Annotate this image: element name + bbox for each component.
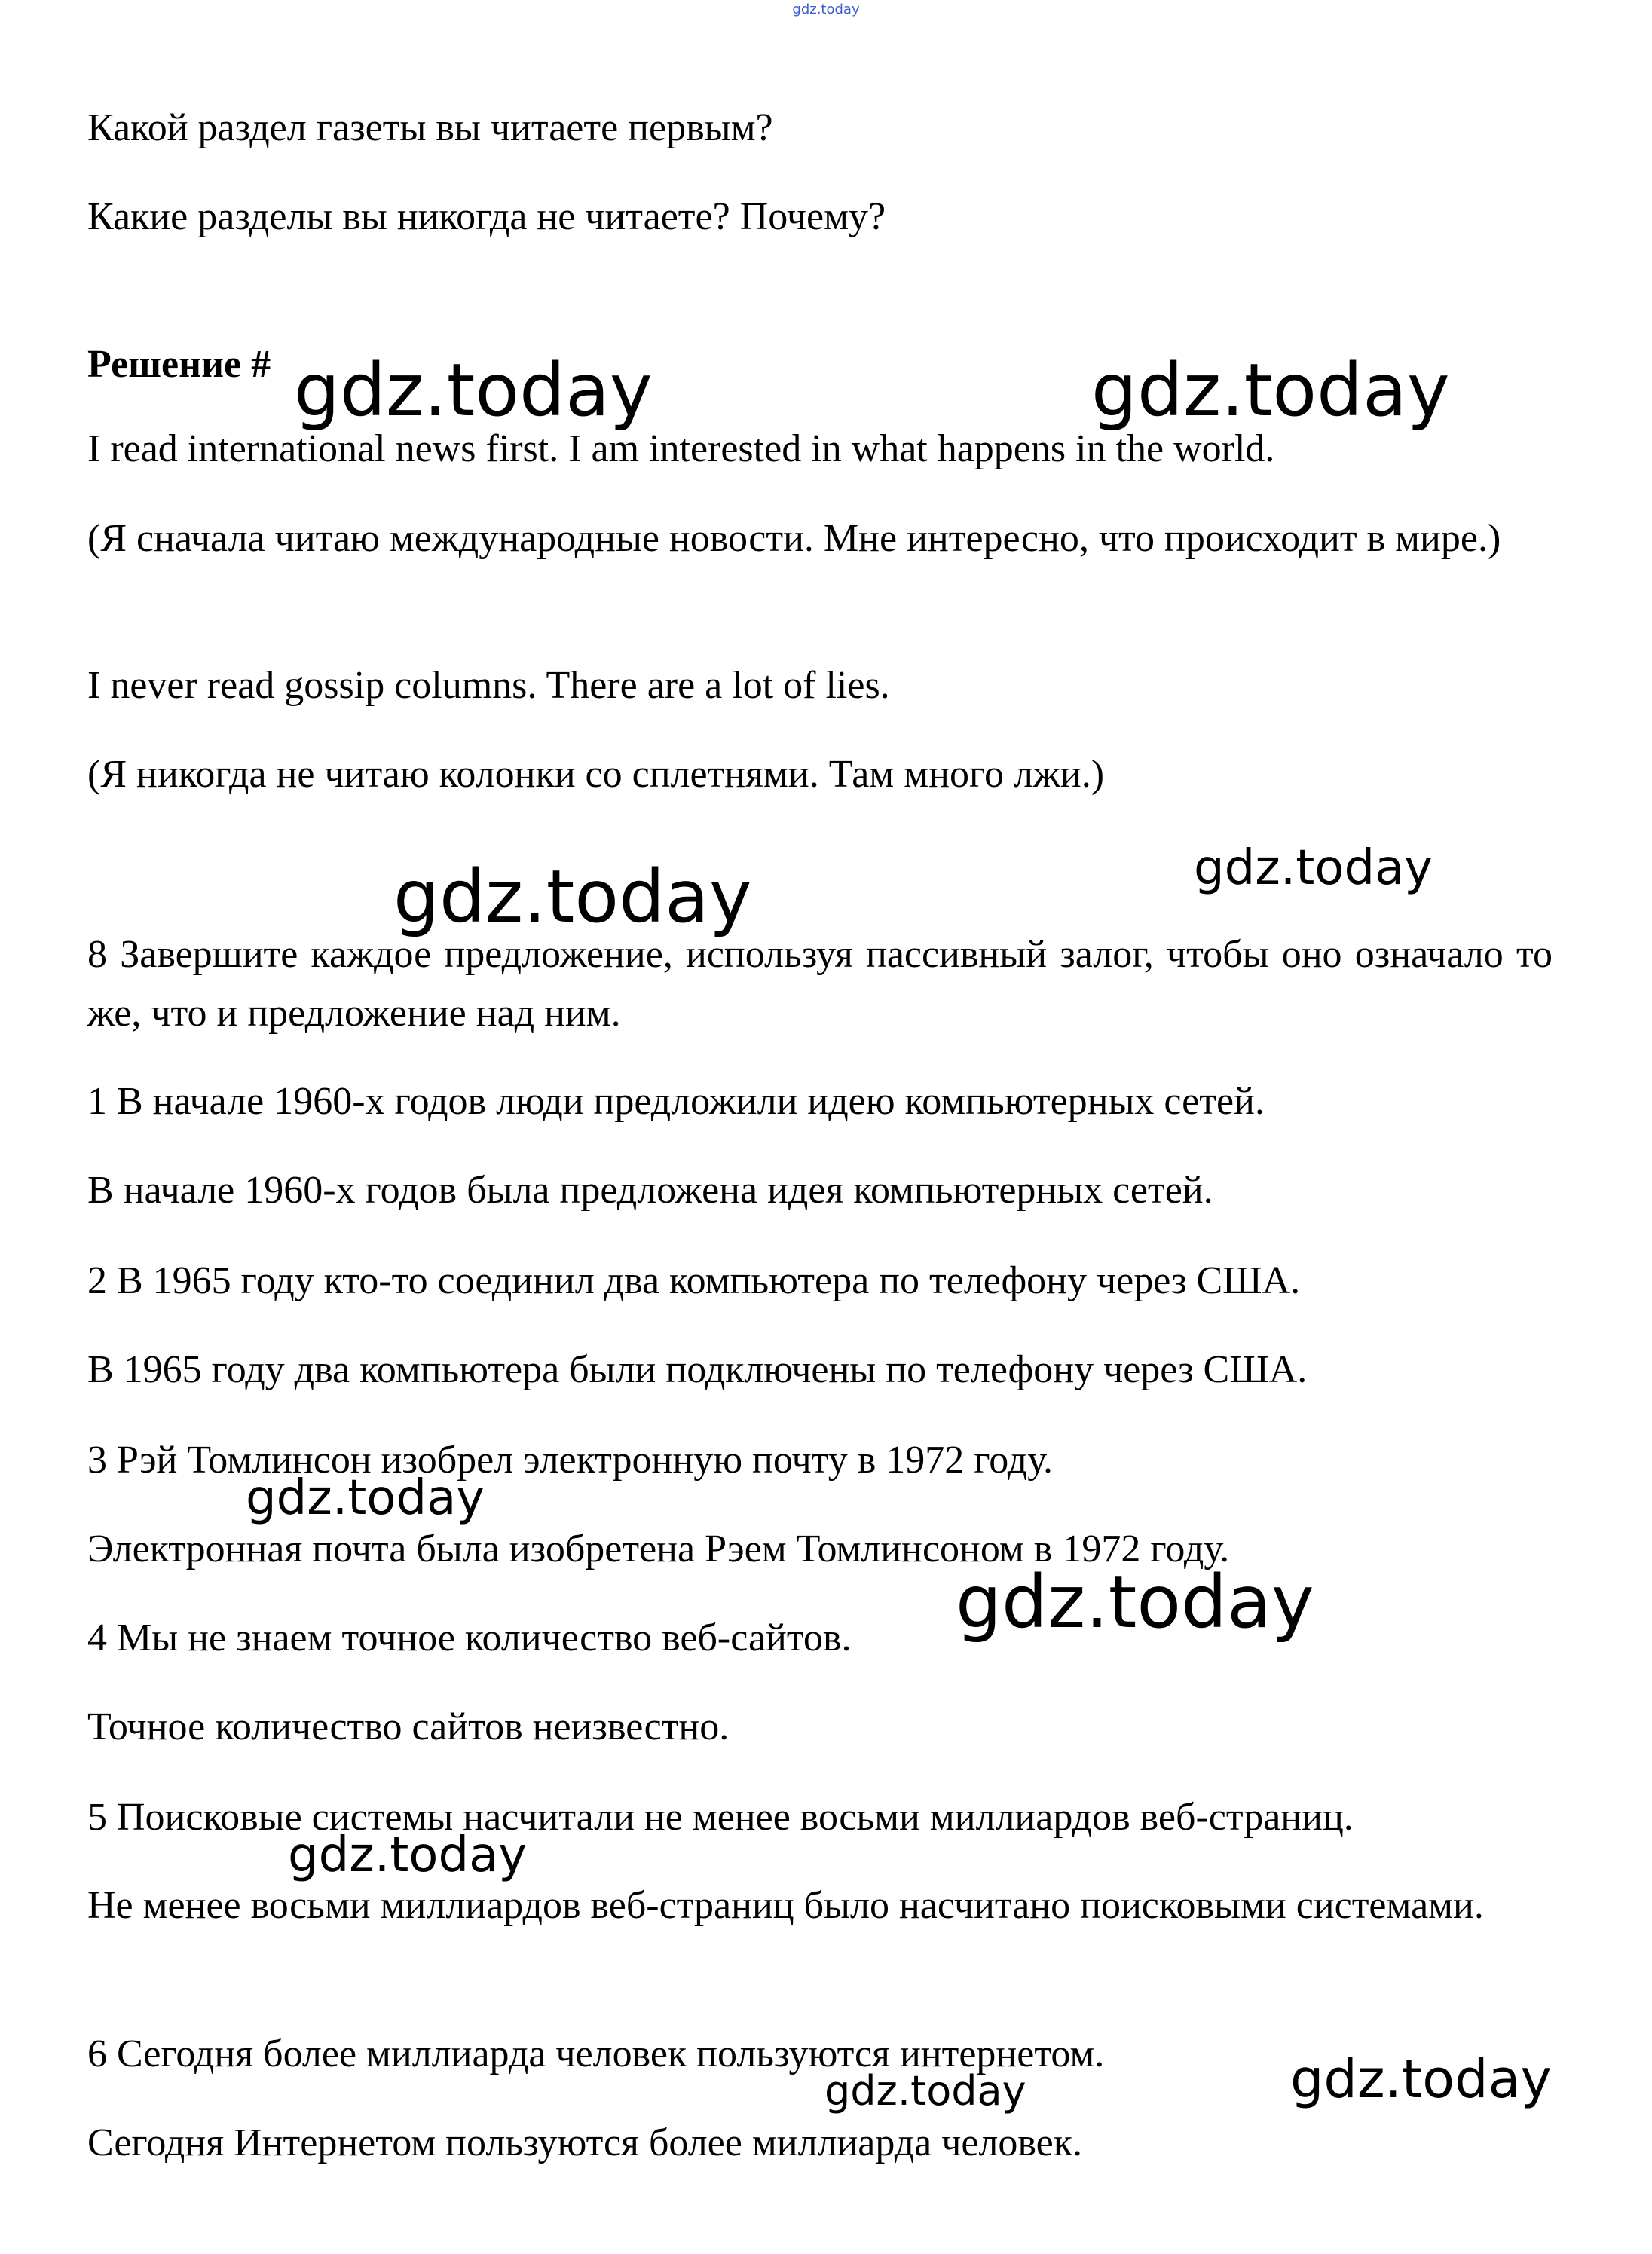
item-5-passive: Не менее восьми миллиардов веб-страниц было насчитано поисковыми системами. [87,1884,1484,1927]
answer-2-ru: (Я никогда не читаю колонки со сплетнями. Там много лжи.) [87,753,1105,796]
watermark: gdz.today [393,855,752,939]
item-4-passive: Точное количество сайтов неизвестно. [87,1705,730,1748]
solution-label: Решение # [87,343,271,386]
watermark: gdz.today [288,1827,528,1883]
item-3-passive: Электронная почта была изобретена Рэем Томлинсоном в 1972 году. [87,1528,1230,1570]
watermark: gdz.today [1091,348,1450,433]
item-6-source: 6 Сегодня более миллиарда человек пользуются интернетом. [87,2032,1105,2075]
answer-1-en: I read international news first. I am interested in what happens in the world. [87,427,1275,470]
item-4-source: 4 Мы не знаем точное количество веб-сайтов. [87,1616,852,1659]
item-1-source: 1 В начале 1960-х годов люди предложили идею компьютерных сетей. [87,1080,1265,1123]
item-5-source: 5 Поисковые системы насчитали не менее восьми миллиардов веб-страниц. [87,1796,1354,1839]
question-1: Какой раздел газеты вы читаете первым? [87,106,773,149]
watermark: gdz.today [1290,2048,1552,2110]
watermark: gdz.today [956,1560,1314,1644]
answer-1-ru: (Я сначала читаю международные новости. Мне интересно, что происходит в мире.) [87,517,1501,560]
exercise-title: 8 Завершите каждое предложение, используя пассивный залог, чтобы оно означало то же, что и предложение над ним. [87,933,1553,1035]
item-2-source: 2 В 1965 году кто-то соединил два компьютера по телефону через США. [87,1259,1301,1302]
watermark: gdz.today [1194,840,1433,896]
header-watermark: gdz.today [792,2,860,17]
item-3-source: 3 Рэй Томлинсон изобрел электронную почту в 1972 году. [87,1439,1054,1482]
item-6-passive: Сегодня Интернетом пользуются более миллиарда человек. [87,2121,1083,2164]
watermark: gdz.today [824,2067,1026,2115]
item-2-passive: В 1965 году два компьютера были подключены по телефону через США. [87,1348,1308,1391]
watermark: gdz.today [294,348,653,433]
item-1-passive: В начале 1960-х годов была предложена идея компьютерных сетей. [87,1169,1213,1212]
question-2: Какие разделы вы никогда не читаете? Почему? [87,195,886,238]
answer-2-en: I never read gossip columns. There are a lot of lies. [87,664,890,707]
watermark: gdz.today [246,1470,485,1526]
